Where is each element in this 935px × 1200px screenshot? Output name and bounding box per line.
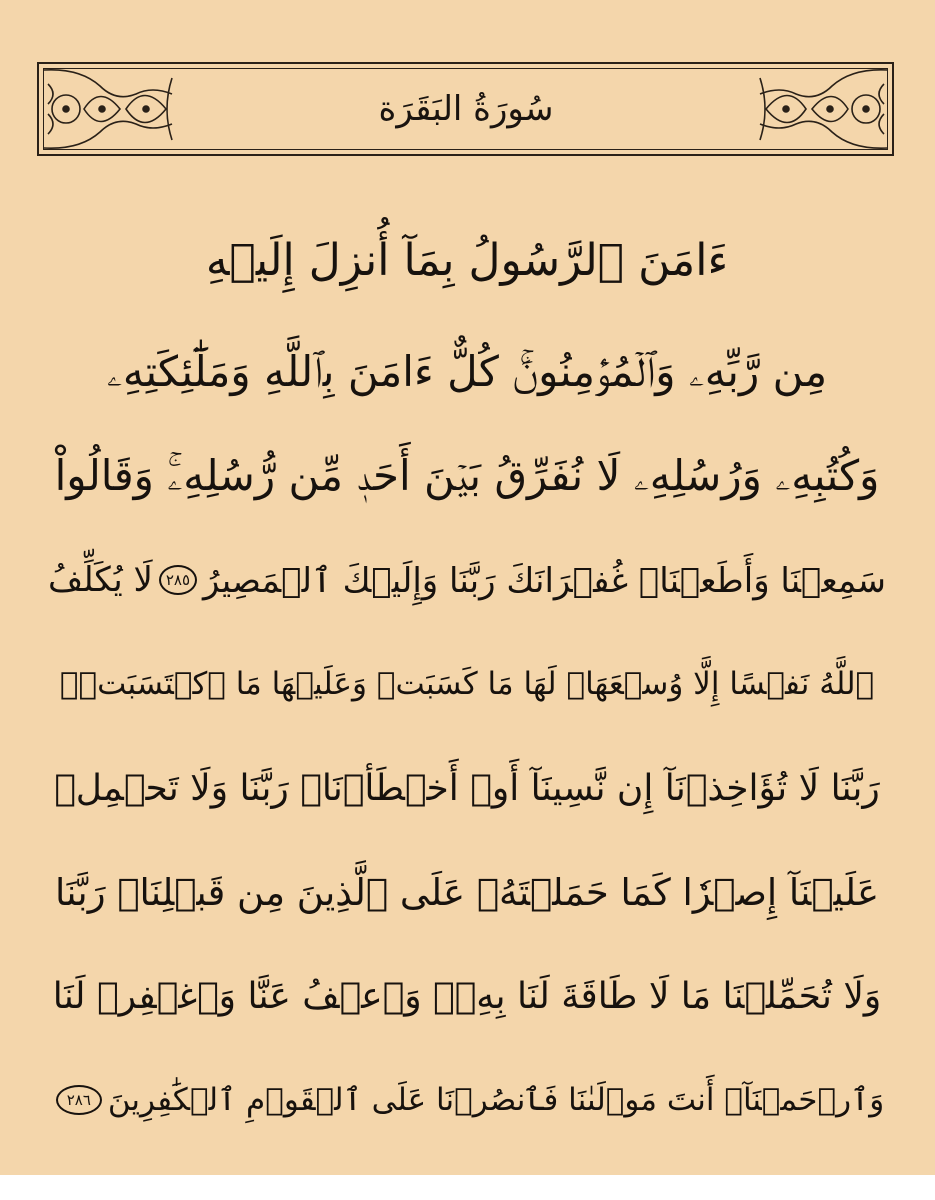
ayah-number-marker: ٢٨٦ (56, 1085, 102, 1115)
verse-line-text: لَا يُكَلِّفُ (48, 560, 153, 600)
arabesque-ornament-icon (40, 64, 180, 154)
verse-line-text: مِن رَّبِّهِۦ وَٱلۡمُؤۡمِنُونَۚ كُلٌّ ءَامَنَ بِٱللَّهِ وَمَلَٰٓئِكَتِهِۦ (106, 347, 828, 396)
verse-line (48, 320, 886, 424)
verse-line-text: عَلَيۡنَآ إِصۡرٗا كَمَا حَمَلۡتَهُۥ عَلَى ٱلَّذِينَ مِن قَبۡلِنَاۚ رَبَّنَا (54, 870, 880, 914)
verse-text-block (48, 200, 886, 1152)
surah-title: سُورَةُ البَقَرَة (378, 89, 554, 129)
surah-title-cartouche (180, 72, 752, 146)
verse-line-text: رَبَّنَا لَا تُؤَاخِذۡنَآ إِن نَّسِينَآ أَوۡ أَخۡطَأۡنَاۚ رَبَّنَا وَلَا تَحۡمِلۡ (54, 767, 880, 809)
ayah-number-marker: ٢٨٥ (159, 565, 197, 595)
verse-line-text: وَكُتُبِهِۦ وَرُسُلِهِۦ لَا نُفَرِّقُ بَيۡنَ أَحَدٖ مِّن رُّسُلِهِۦۚ وَقَالُواْ (54, 451, 880, 500)
verse-line (48, 200, 886, 320)
verse-line (48, 632, 886, 736)
verse-line-text: وَلَا تُحَمِّلۡنَا مَا لَا طَاقَةَ لَنَا بِهِۦۖ وَٱعۡفُ عَنَّا وَٱغۡفِرۡ لَنَا (52, 975, 882, 1017)
verse-line (48, 840, 886, 944)
verse-line-text: وَٱرۡحَمۡنَآۚ أَنتَ مَوۡلَىٰنَا فَٱنصُرۡنَا عَلَى ٱلۡقَوۡمِ ٱلۡكَٰفِرِينَ (107, 1082, 885, 1118)
verse-line (48, 528, 886, 632)
verse-line-text: ٱللَّهُ نَفۡسًا إِلَّا وُسۡعَهَاۚ لَهَا مَا كَسَبَتۡ وَعَلَيۡهَا مَا ٱكۡتَسَبَتۡۗ (59, 666, 875, 702)
verse-line-text: ءَامَنَ ٱلرَّسُولُ بِمَآ أُنزِلَ إِلَيۡهِ (205, 234, 729, 286)
verse-line-text: سَمِعۡنَا وَأَطَعۡنَاۖ غُفۡرَانَكَ رَبَّنَا وَإِلَيۡكَ ٱلۡمَصِيرُ (203, 560, 886, 601)
verse-line (48, 944, 886, 1048)
verse-line (48, 736, 886, 840)
verse-line (48, 424, 886, 528)
verse-line (48, 1048, 886, 1152)
arabesque-ornament-icon (752, 64, 892, 154)
